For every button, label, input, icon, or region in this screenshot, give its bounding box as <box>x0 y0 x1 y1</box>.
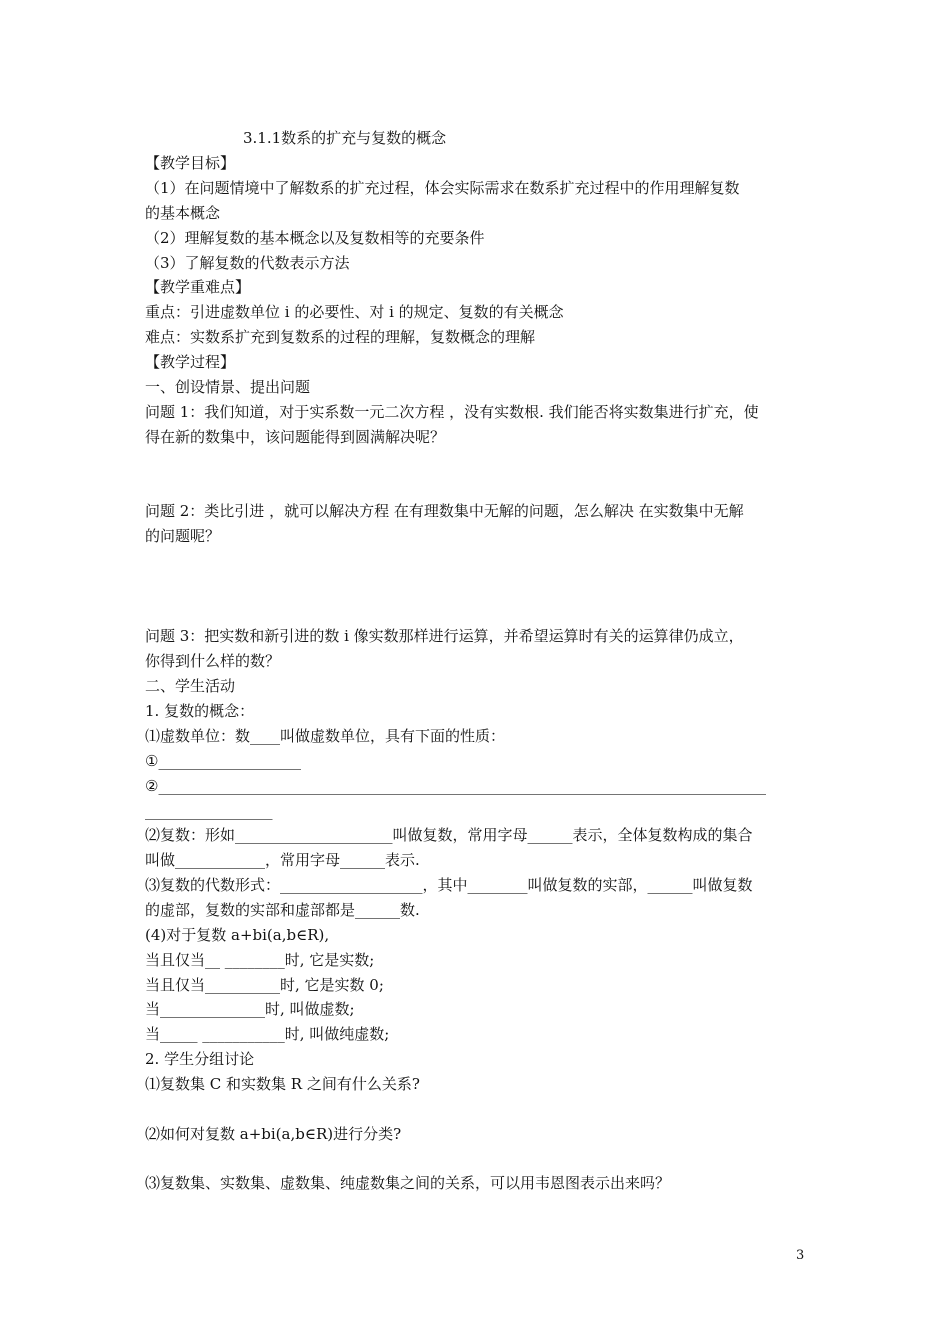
blank-line: ①___________________ <box>145 752 301 770</box>
document-title: 3.1.1数系的扩充与复数的概念 <box>243 129 447 147</box>
text-line: 当且仅当__ ________时, 它是实数; <box>145 951 375 969</box>
text-line: （3）了解复数的代数表示方法 <box>145 254 350 272</box>
text-line: （2）理解复数的基本概念以及复数相等的充要条件 <box>145 229 485 247</box>
section-heading: 【教学目标】 <box>145 154 236 172</box>
text-line: 问题 1：我们知道，对于实系数一元二次方程 ，没有实数根. 我们能否将实数集进行扩充，使 <box>145 403 759 421</box>
section-heading: 【教学重难点】 <box>145 278 251 296</box>
blank-line: ②_________________________________________________________________________________ <box>145 777 766 795</box>
section-heading: 【教学过程】 <box>145 353 236 371</box>
text-line: ⑴虚数单位：数____叫做虚数单位，具有下面的性质： <box>145 727 506 745</box>
text-line: 2. 学生分组讨论 <box>145 1050 255 1068</box>
text-line: (4)对于复数 a+bi(a,b∈R), <box>145 926 330 944</box>
text-line: 的基本概念 <box>145 204 221 222</box>
text-line: ⑵复数：形如_____________________叫做复数，常用字母______表示，全体复数构成的集合 <box>145 826 753 844</box>
text-line: ⑶复数集、实数集、虚数集、纯虚数集之间的关系，可以用韦恩图表示出来吗？ <box>145 1174 671 1192</box>
text-line: 的问题呢？ <box>145 527 221 545</box>
text-line: （1）在问题情境中了解数系的扩充过程，体会实际需求在数系扩充过程中的作用理解复数 <box>145 179 740 197</box>
text-line: ⑶复数的代数形式：___________________，其中________叫做复数的实部，______叫做复数 <box>145 876 753 894</box>
text-line: 问题 3：把实数和新引进的数 i 像实数那样进行运算，并希望运算时有关的运算律仍成立， <box>145 627 744 645</box>
text-line: 问题 2：类比引进 ，就可以解决方程 在有理数集中无解的问题，怎么解决 在实数集中无解 <box>145 502 744 520</box>
subsection-heading: 二、学生活动 <box>145 677 236 695</box>
text-line: 的虚部，复数的实部和虚部都是______数. <box>145 901 420 919</box>
text-line: 难点：实数系扩充到复数系的过程的理解，复数概念的理解 <box>145 328 536 346</box>
text-line: 当且仅当__________时, 它是实数 0; <box>145 976 384 994</box>
text-line: 当______________时, 叫做虚数; <box>145 1000 355 1018</box>
page-number: 3 <box>796 1248 805 1263</box>
text-line: 1. 复数的概念： <box>145 702 255 720</box>
text-line: ⑴复数集 C 和实数集 R 之间有什么关系? <box>145 1075 420 1093</box>
text-line: 你得到什么样的数？ <box>145 652 281 670</box>
text-line: 叫做____________，常用字母______表示. <box>145 851 420 869</box>
text-line: 得在新的数集中，该问题能得到圆满解决呢？ <box>145 428 446 446</box>
text-line: 重点：引进虚数单位 i 的必要性、对 i 的规定、复数的有关概念 <box>145 303 564 321</box>
text-line: ⑵如何对复数 a+bi(a,b∈R)进行分类? <box>145 1125 402 1143</box>
subsection-heading: 一、创设情景、提出问题 <box>145 378 311 396</box>
text-line: 当_____ ___________时, 叫做纯虚数; <box>145 1025 390 1043</box>
blank-line: _________________ <box>145 802 273 820</box>
